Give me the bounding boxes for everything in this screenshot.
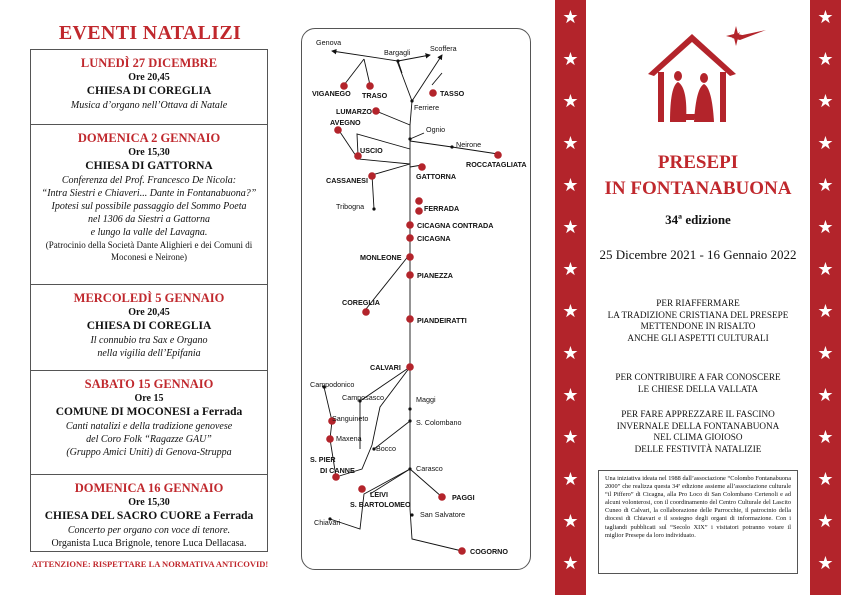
event-desc: nel 1306 da Siestri a Gattorna xyxy=(88,214,210,225)
event-date: DOMENICA 2 GENNAIO xyxy=(77,131,221,145)
star-icon: ★ xyxy=(817,175,834,195)
label-genova: Genova xyxy=(316,38,342,47)
star-icon: ★ xyxy=(562,7,579,27)
event-date: SABATO 15 GENNAIO xyxy=(84,377,214,391)
event-desc: (Gruppo Amici Uniti) di Genova-Struppa xyxy=(66,447,232,458)
star-icon: ★ xyxy=(817,385,834,405)
presepi-title: PRESEPI xyxy=(657,152,739,173)
label-traso: TRASO xyxy=(362,91,388,100)
label-chiavari: Chiavari xyxy=(314,518,341,527)
event-desc: e lungo la valle del Lavagna. xyxy=(90,227,208,238)
label-calvari: CALVARI xyxy=(370,363,401,372)
label-ferriere: Ferriere xyxy=(414,103,440,112)
label-bocco: Bocco xyxy=(376,444,396,453)
event-date: MERCOLEDÌ 5 GENNAIO xyxy=(73,291,225,305)
star-icon: ★ xyxy=(817,427,834,447)
event-time: Ore 15,30 xyxy=(128,147,170,158)
info-box: Una iniziativa ideata nel 1988 dall’associazione “Colombo Fontanabuona 2000” che realizza questa 34ª edizione assieme all’associazione culturale “il Piffero” di Cicagna, alla Pro Loco di San Colombano Certenoli e ad alcuni volonterosi, con il coordinamento del Centro Culturale del Lascito Cuneo di Calvari, la collaborazione delle Parrocchie, il patrocinio della diocesi di Chiavari e il sostegno degli organi di informazione. Con i tagliandi pubblicati sul “Secolo XIX” i visitatori potranno votare il miglior Presepe da loro individuato. xyxy=(598,470,798,574)
star-icon: ★ xyxy=(562,133,579,153)
map-svg xyxy=(302,29,532,571)
purpose-block-3 xyxy=(592,409,804,455)
presepe-markers xyxy=(326,82,502,555)
label-cicagna-contrada: CICAGNA CONTRADA xyxy=(417,221,494,230)
label-pianezza: PIANEZZA xyxy=(417,271,453,280)
event-time: Ore 15 xyxy=(134,393,164,404)
event-3 xyxy=(31,285,267,371)
purpose-line: LE CHIESE DELLA VALLATA xyxy=(637,383,759,394)
event-desc: Il connubio tra Sax e Organo xyxy=(90,335,208,346)
star-icon: ★ xyxy=(817,469,834,489)
purpose-line: DELLE FESTIVITÀ NATALIZIE xyxy=(634,443,762,454)
label-coreglia: COREGLIA xyxy=(342,298,380,307)
fontanabuona-title: IN FONTANABUONA xyxy=(604,178,792,199)
purpose-block-1 xyxy=(592,298,804,344)
star-icon: ★ xyxy=(817,259,834,279)
label-s-colombano: S. Colombano xyxy=(416,418,462,427)
event-date: LUNEDÌ 27 DICEMBRE xyxy=(80,56,218,70)
label-leivi: LEIVI xyxy=(370,490,388,499)
label-cassanesi: CASSANESI xyxy=(326,176,368,185)
event-time: Ore 20,45 xyxy=(128,72,170,83)
label-camposasco: Camposasco xyxy=(342,393,384,402)
star-icon: ★ xyxy=(562,175,579,195)
label-s-pier: S. PIER xyxy=(310,455,336,464)
event-desc: Organista Luca Brignole, tenore Luca Dellacasa. xyxy=(51,538,247,549)
event-desc: Concerto per organo con voce di tenore. xyxy=(67,525,231,536)
event-desc: Ipotesi sul possibile passaggio del Sommo Poeta xyxy=(51,201,247,212)
label-avegno: AVEGNO xyxy=(330,118,361,127)
label-san-salvatore: San Salvatore xyxy=(420,510,466,519)
label-bargagli: Bargagli xyxy=(384,48,411,57)
star-icon: ★ xyxy=(562,553,579,573)
label-viganego: VIGANEGO xyxy=(312,89,351,98)
star-icon: ★ xyxy=(562,217,579,237)
event-1 xyxy=(31,50,267,125)
covid-warning: ATTENZIONE: RISPETTARE LA NORMATIVA ANTICOVID! xyxy=(31,559,269,569)
star-icon: ★ xyxy=(562,427,579,447)
label-sanguineto: Sanguineto xyxy=(332,414,369,423)
event-2 xyxy=(31,125,267,285)
label-s-bartolomeo: S. BARTOLOMEO xyxy=(350,500,411,509)
event-place: CHIESA DEL SACRO CUORE a Ferrada xyxy=(44,510,254,522)
star-icon: ★ xyxy=(562,343,579,363)
label-carasco: Carasco xyxy=(416,464,443,473)
star-icon: ★ xyxy=(817,511,834,531)
event-4 xyxy=(31,371,267,475)
purpose-line: PER RIAFFERMARE xyxy=(656,298,740,308)
label-gattorna: GATTORNA xyxy=(416,172,457,181)
event-desc: del Coro Folk “Ragazze GAU” xyxy=(86,434,212,445)
star-icon: ★ xyxy=(562,259,579,279)
route-map xyxy=(301,28,531,570)
star-icon: ★ xyxy=(817,91,834,111)
event-desc: “Intra Siestri e Chiaveri... Dante in Fontanabuona?” xyxy=(41,188,257,199)
purpose-line: PER FARE APPREZZARE IL FASCINO xyxy=(621,409,775,419)
label-campodonico: Campodonico xyxy=(310,380,355,389)
label-ferrada: FERRADA xyxy=(424,204,460,213)
star-icon: ★ xyxy=(817,49,834,69)
star-icon: ★ xyxy=(562,49,579,69)
event-time: Ore 20,45 xyxy=(128,307,170,318)
star-icon: ★ xyxy=(562,385,579,405)
left-star-stripe xyxy=(555,0,586,595)
star-icon: ★ xyxy=(817,217,834,237)
event-desc: Canti natalizi e della tradizione genovese xyxy=(65,421,233,432)
event-desc: nella vigilia dell’Epifania xyxy=(97,348,201,359)
event-5 xyxy=(31,475,267,551)
star-icon: ★ xyxy=(562,91,579,111)
star-icon: ★ xyxy=(817,301,834,321)
event-desc: Conferenza del Prof. Francesco De Nicola: xyxy=(61,175,237,186)
label-paggi: PAGGI xyxy=(452,493,475,502)
events-title: EVENTI NATALIZI xyxy=(58,22,242,44)
label-ognio: Ognio xyxy=(426,125,446,134)
label-tribogna: Tribogna xyxy=(336,202,365,211)
label-maggi: Maggi xyxy=(416,395,436,404)
star-icon: ★ xyxy=(817,553,834,573)
purpose-line: NEL CLIMA GIOIOSO xyxy=(653,432,743,442)
label-monleone: MONLEONE xyxy=(360,253,402,262)
star-icon: ★ xyxy=(562,301,579,321)
purpose-block-2 xyxy=(592,372,804,395)
purpose-line: LA TRADIZIONE CRISTIANA DEL PRESEPE xyxy=(607,309,789,320)
star-icon: ★ xyxy=(562,469,579,489)
purpose-line: PER CONTRIBUIRE A FAR CONOSCERE xyxy=(615,372,781,382)
event-time: Ore 15,30 xyxy=(128,497,170,508)
label-scoffera: Scoffera xyxy=(430,44,457,53)
event-note: (Patrocinio della Società Dante Alighieri e dei Comuni di Moconesi e Neirone) xyxy=(45,240,253,262)
purpose-line: ANCHE GLI ASPETTI CULTURALI xyxy=(627,332,769,343)
star-icon: ★ xyxy=(817,343,834,363)
date-range: 25 Dicembre 2021 - 16 Gennaio 2022 xyxy=(599,247,797,262)
label-uscio: USCIO xyxy=(360,146,383,155)
label-piandeiratti: PIANDEIRATTI xyxy=(417,316,467,325)
label-maxena: Maxena xyxy=(336,434,362,443)
star-icon: ★ xyxy=(562,511,579,531)
label-neirone: Neirone xyxy=(456,140,482,149)
events-panel xyxy=(0,0,296,595)
label-cicagna: CICAGNA xyxy=(417,234,451,243)
edition-label: 34ª edizione xyxy=(665,212,731,227)
nativity-logo-icon xyxy=(640,24,770,124)
right-star-stripe xyxy=(810,0,841,595)
event-place: COMUNE DI MOCONESI a Ferrada xyxy=(55,406,243,418)
label-lumarzo: LUMARZO xyxy=(336,107,372,116)
label-cogorno: COGORNO xyxy=(470,547,508,556)
events-box xyxy=(30,49,268,552)
label-di-canne: DI CANNE xyxy=(320,466,355,475)
purpose-line: METTENDONE IN RISALTO xyxy=(640,321,756,331)
star-icon: ★ xyxy=(817,133,834,153)
star-icon: ★ xyxy=(817,7,834,27)
event-place: CHIESA DI COREGLIA xyxy=(86,320,212,332)
label-tasso: TASSO xyxy=(440,89,465,98)
event-place: CHIESA DI COREGLIA xyxy=(86,85,212,97)
event-date: DOMENICA 16 GENNAIO xyxy=(74,481,224,495)
event-desc: Musica d’organo nell’Ottava di Natale xyxy=(70,100,228,111)
event-place: CHIESA DI GATTORNA xyxy=(85,160,213,172)
label-roccatagliata: ROCCATAGLIATA xyxy=(466,160,527,169)
purpose-line: INVERNALE DELLA FONTANABUONA xyxy=(616,420,780,431)
